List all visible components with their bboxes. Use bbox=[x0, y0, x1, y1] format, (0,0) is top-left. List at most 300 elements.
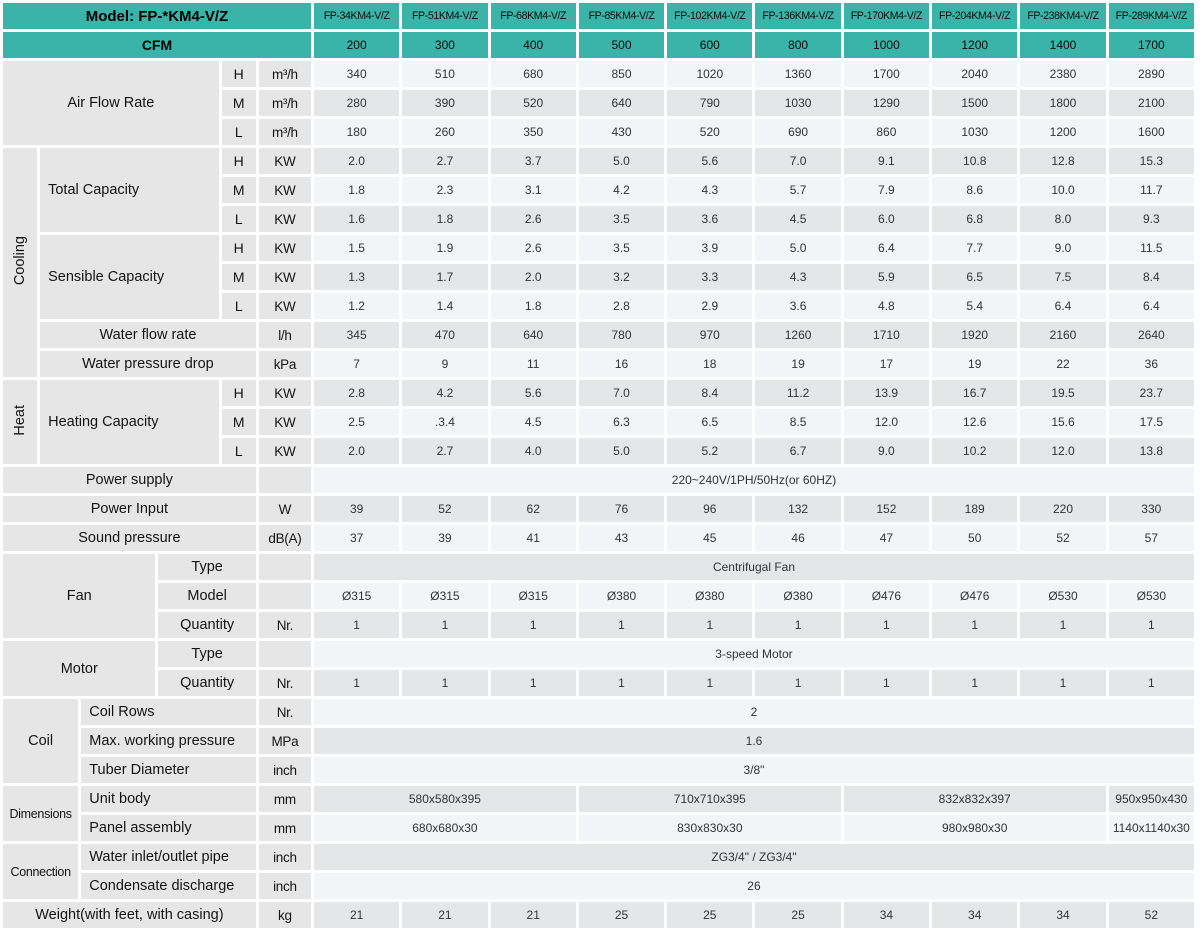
merged-value-fan-type: Centrifugal Fan bbox=[314, 554, 1194, 580]
value-cell: 10.8 bbox=[932, 148, 1017, 174]
column-header: FP-289KM4-V/Z bbox=[1109, 3, 1194, 29]
row-label-tuber-diameter: Tuber Diameter bbox=[81, 757, 256, 783]
value-cell: 2380 bbox=[1020, 61, 1105, 87]
value-cell: 1 bbox=[402, 612, 487, 638]
unit-cell: KW bbox=[259, 235, 311, 261]
value-cell: 9.0 bbox=[844, 438, 929, 464]
value-cell: 2.8 bbox=[579, 293, 664, 319]
cfm-value-cell: 500 bbox=[579, 32, 664, 58]
value-cell: 2.6 bbox=[491, 206, 576, 232]
row-tuber-diameter bbox=[3, 757, 1194, 783]
cfm-value-cell: 1000 bbox=[844, 32, 929, 58]
value-cell: 7.0 bbox=[755, 148, 840, 174]
row-condensate-discharge bbox=[3, 873, 1194, 899]
value-cell: 1600 bbox=[1109, 119, 1194, 145]
row-motor-quantity bbox=[3, 670, 1194, 696]
value-cell: 13.8 bbox=[1109, 438, 1194, 464]
value-cell: 76 bbox=[579, 496, 664, 522]
value-cell: 680 bbox=[491, 61, 576, 87]
value-cell: 1 bbox=[314, 670, 399, 696]
unit-cell: KW bbox=[259, 380, 311, 406]
value-cell: 860 bbox=[844, 119, 929, 145]
value-cell: 2.3 bbox=[402, 177, 487, 203]
cfm-value-cell: 300 bbox=[402, 32, 487, 58]
sub-label-type: Type bbox=[158, 554, 255, 580]
cfm-value-cell: 1700 bbox=[1109, 32, 1194, 58]
value-cell: 12.8 bbox=[1020, 148, 1105, 174]
value-cell: 1.7 bbox=[402, 264, 487, 290]
value-cell: 19 bbox=[932, 351, 1017, 377]
value-cell: 9.3 bbox=[1109, 206, 1194, 232]
merged-value-panel-4: 1140x1140x30 bbox=[1109, 815, 1194, 841]
cfm-value-cell: 1400 bbox=[1020, 32, 1105, 58]
value-cell: 9.1 bbox=[844, 148, 929, 174]
value-cell: 2.7 bbox=[402, 148, 487, 174]
value-cell: Ø380 bbox=[755, 583, 840, 609]
value-cell: 1030 bbox=[932, 119, 1017, 145]
row-heating-capacity-h bbox=[3, 380, 1194, 406]
value-cell: 4.2 bbox=[579, 177, 664, 203]
value-cell: 390 bbox=[402, 90, 487, 116]
value-cell: 1800 bbox=[1020, 90, 1105, 116]
row-label-coil-rows: Coil Rows bbox=[81, 699, 256, 725]
group-label-motor: Motor bbox=[3, 641, 155, 696]
cfm-value-cell: 800 bbox=[755, 32, 840, 58]
value-cell: 21 bbox=[314, 902, 399, 928]
row-sound-pressure bbox=[3, 525, 1194, 551]
value-cell: 36 bbox=[1109, 351, 1194, 377]
value-cell: 52 bbox=[1109, 902, 1194, 928]
value-cell: 1.3 bbox=[314, 264, 399, 290]
value-cell: 16.7 bbox=[932, 380, 1017, 406]
row-label-max-working-pressure: Max. working pressure bbox=[81, 728, 256, 754]
value-cell: 470 bbox=[402, 322, 487, 348]
column-header: FP-170KM4-V/Z bbox=[844, 3, 929, 29]
value-cell: 4.5 bbox=[755, 206, 840, 232]
value-cell: 4.3 bbox=[755, 264, 840, 290]
unit-cell: inch bbox=[259, 873, 311, 899]
value-cell: 3.7 bbox=[491, 148, 576, 174]
row-power-input bbox=[3, 496, 1194, 522]
unit-cell: W bbox=[259, 496, 311, 522]
value-cell: 640 bbox=[491, 322, 576, 348]
value-cell: 790 bbox=[667, 90, 752, 116]
column-header: FP-204KM4-V/Z bbox=[932, 3, 1017, 29]
value-cell: 1920 bbox=[932, 322, 1017, 348]
value-cell: 4.5 bbox=[491, 409, 576, 435]
value-cell: 5.6 bbox=[667, 148, 752, 174]
merged-value-condensate: 26 bbox=[314, 873, 1194, 899]
value-cell: 1 bbox=[402, 670, 487, 696]
value-cell: 1710 bbox=[844, 322, 929, 348]
speed-cell: M bbox=[222, 264, 256, 290]
value-cell: 4.8 bbox=[844, 293, 929, 319]
value-cell: 25 bbox=[667, 902, 752, 928]
value-cell: 2.0 bbox=[314, 148, 399, 174]
value-cell: 180 bbox=[314, 119, 399, 145]
row-panel-assembly bbox=[3, 815, 1194, 841]
row-label-sensible-capacity: Sensible Capacity bbox=[40, 235, 219, 319]
sub-label-type: Type bbox=[158, 641, 255, 667]
value-cell: 2040 bbox=[932, 61, 1017, 87]
row-sensible-capacity-h bbox=[3, 235, 1194, 261]
value-cell: 8.0 bbox=[1020, 206, 1105, 232]
value-cell: 970 bbox=[667, 322, 752, 348]
value-cell: 1 bbox=[667, 612, 752, 638]
value-cell: Ø315 bbox=[402, 583, 487, 609]
value-cell: 10.2 bbox=[932, 438, 1017, 464]
row-motor-type bbox=[3, 641, 1194, 667]
value-cell: 2160 bbox=[1020, 322, 1105, 348]
unit-cell: KW bbox=[259, 293, 311, 319]
value-cell: .3.4 bbox=[402, 409, 487, 435]
merged-value-unit-body-2: 710x710x395 bbox=[579, 786, 841, 812]
value-cell: 19.5 bbox=[1020, 380, 1105, 406]
value-cell: 46 bbox=[755, 525, 840, 551]
column-header: FP-136KM4-V/Z bbox=[755, 3, 840, 29]
value-cell: 21 bbox=[402, 902, 487, 928]
unit-cell: kPa bbox=[259, 351, 311, 377]
value-cell: 25 bbox=[755, 902, 840, 928]
value-cell: 430 bbox=[579, 119, 664, 145]
column-header: FP-51KM4-V/Z bbox=[402, 3, 487, 29]
value-cell: 8.5 bbox=[755, 409, 840, 435]
value-cell: 510 bbox=[402, 61, 487, 87]
value-cell: 5.0 bbox=[579, 148, 664, 174]
value-cell: 132 bbox=[755, 496, 840, 522]
row-fan-type bbox=[3, 554, 1194, 580]
value-cell: 47 bbox=[844, 525, 929, 551]
value-cell: 6.4 bbox=[1109, 293, 1194, 319]
group-label-dimensions: Dimensions bbox=[3, 786, 78, 841]
value-cell: 6.3 bbox=[579, 409, 664, 435]
value-cell: 345 bbox=[314, 322, 399, 348]
unit-cell: mm bbox=[259, 786, 311, 812]
value-cell: 13.9 bbox=[844, 380, 929, 406]
row-label-air-flow-rate: Air Flow Rate bbox=[3, 61, 219, 145]
row-label-power-input: Power Input bbox=[3, 496, 256, 522]
value-cell: 15.3 bbox=[1109, 148, 1194, 174]
speed-cell: L bbox=[222, 293, 256, 319]
value-cell: 2890 bbox=[1109, 61, 1194, 87]
value-cell: 52 bbox=[1020, 525, 1105, 551]
value-cell: 18 bbox=[667, 351, 752, 377]
value-cell: 7 bbox=[314, 351, 399, 377]
unit-cell: MPa bbox=[259, 728, 311, 754]
value-cell: 2.7 bbox=[402, 438, 487, 464]
row-label-sound-pressure: Sound pressure bbox=[3, 525, 256, 551]
row-weight bbox=[3, 902, 1194, 928]
value-cell: 52 bbox=[402, 496, 487, 522]
value-cell: Ø476 bbox=[844, 583, 929, 609]
value-cell: 6.4 bbox=[844, 235, 929, 261]
value-cell: Ø315 bbox=[314, 583, 399, 609]
value-cell: 5.0 bbox=[579, 438, 664, 464]
row-label-water-inlet-outlet: Water inlet/outlet pipe bbox=[81, 844, 256, 870]
row-power-supply bbox=[3, 467, 1194, 493]
unit-cell: inch bbox=[259, 757, 311, 783]
unit-cell: Nr. bbox=[259, 612, 311, 638]
value-cell: 57 bbox=[1109, 525, 1194, 551]
value-cell: 34 bbox=[932, 902, 1017, 928]
value-cell: 1 bbox=[491, 612, 576, 638]
merged-value-panel-2: 830x830x30 bbox=[579, 815, 841, 841]
value-cell: 2.6 bbox=[491, 235, 576, 261]
value-cell: 7.5 bbox=[1020, 264, 1105, 290]
value-cell: 1.8 bbox=[402, 206, 487, 232]
value-cell: 4.3 bbox=[667, 177, 752, 203]
row-water-flow-rate bbox=[3, 322, 1194, 348]
value-cell: 11.7 bbox=[1109, 177, 1194, 203]
speed-cell: M bbox=[222, 177, 256, 203]
value-cell: 1030 bbox=[755, 90, 840, 116]
row-label-panel-assembly: Panel assembly bbox=[81, 815, 256, 841]
merged-value-power-supply: 220~240V/1PH/50Hz(or 60HZ) bbox=[314, 467, 1194, 493]
unit-cell: mm bbox=[259, 815, 311, 841]
row-label-total-capacity: Total Capacity bbox=[40, 148, 219, 232]
value-cell: 3.9 bbox=[667, 235, 752, 261]
value-cell: 690 bbox=[755, 119, 840, 145]
group-label-heat: Heat bbox=[3, 380, 37, 464]
value-cell: 280 bbox=[314, 90, 399, 116]
value-cell: 2.0 bbox=[314, 438, 399, 464]
unit-cell: kg bbox=[259, 902, 311, 928]
speed-cell: H bbox=[222, 61, 256, 87]
value-cell: Ø530 bbox=[1109, 583, 1194, 609]
value-cell: 1.8 bbox=[314, 177, 399, 203]
value-cell: 1 bbox=[1020, 670, 1105, 696]
value-cell: 1200 bbox=[1020, 119, 1105, 145]
value-cell: 12.0 bbox=[1020, 438, 1105, 464]
value-cell: 16 bbox=[579, 351, 664, 377]
value-cell: 3.1 bbox=[491, 177, 576, 203]
value-cell: Ø476 bbox=[932, 583, 1017, 609]
value-cell: 8.6 bbox=[932, 177, 1017, 203]
value-cell: 1 bbox=[314, 612, 399, 638]
speed-cell: L bbox=[222, 438, 256, 464]
value-cell: 1 bbox=[1020, 612, 1105, 638]
value-cell: 6.4 bbox=[1020, 293, 1105, 319]
value-cell: 1 bbox=[1109, 670, 1194, 696]
unit-cell-empty bbox=[259, 583, 311, 609]
row-label-unit-body: Unit body bbox=[81, 786, 256, 812]
row-label-weight: Weight(with feet, with casing) bbox=[3, 902, 256, 928]
unit-cell: m³/h bbox=[259, 119, 311, 145]
row-total-capacity-h bbox=[3, 148, 1194, 174]
column-header: FP-85KM4-V/Z bbox=[579, 3, 664, 29]
cfm-value-cell: 400 bbox=[491, 32, 576, 58]
value-cell: 1 bbox=[579, 670, 664, 696]
value-cell: 2.0 bbox=[491, 264, 576, 290]
value-cell: 1 bbox=[932, 612, 1017, 638]
value-cell: 5.7 bbox=[755, 177, 840, 203]
unit-cell: KW bbox=[259, 177, 311, 203]
value-cell: 3.5 bbox=[579, 235, 664, 261]
merged-value-panel-3: 980x980x30 bbox=[844, 815, 1106, 841]
cfm-value-cell: 200 bbox=[314, 32, 399, 58]
unit-cell-empty bbox=[259, 554, 311, 580]
value-cell: 19 bbox=[755, 351, 840, 377]
group-label-connection: Connection bbox=[3, 844, 78, 899]
value-cell: 330 bbox=[1109, 496, 1194, 522]
value-cell: 11.2 bbox=[755, 380, 840, 406]
value-cell: 17 bbox=[844, 351, 929, 377]
value-cell: 39 bbox=[402, 525, 487, 551]
column-header: FP-238KM4-V/Z bbox=[1020, 3, 1105, 29]
sub-label-model: Model bbox=[158, 583, 255, 609]
value-cell: 4.2 bbox=[402, 380, 487, 406]
value-cell: 11.5 bbox=[1109, 235, 1194, 261]
value-cell: 12.0 bbox=[844, 409, 929, 435]
model-title: Model: FP-*KM4-V/Z bbox=[3, 3, 311, 29]
value-cell: 21 bbox=[491, 902, 576, 928]
value-cell: 23.7 bbox=[1109, 380, 1194, 406]
value-cell: 780 bbox=[579, 322, 664, 348]
value-cell: 3.6 bbox=[667, 206, 752, 232]
value-cell: 1 bbox=[932, 670, 1017, 696]
speed-cell: H bbox=[222, 380, 256, 406]
value-cell: 3.2 bbox=[579, 264, 664, 290]
value-cell: 1.8 bbox=[491, 293, 576, 319]
value-cell: 5.4 bbox=[932, 293, 1017, 319]
speed-cell: L bbox=[222, 119, 256, 145]
value-cell: 41 bbox=[491, 525, 576, 551]
value-cell: 4.0 bbox=[491, 438, 576, 464]
value-cell: 96 bbox=[667, 496, 752, 522]
value-cell: 1 bbox=[1109, 612, 1194, 638]
value-cell: 6.8 bbox=[932, 206, 1017, 232]
value-cell: 39 bbox=[314, 496, 399, 522]
value-cell: 12.6 bbox=[932, 409, 1017, 435]
value-cell: 350 bbox=[491, 119, 576, 145]
value-cell: Ø530 bbox=[1020, 583, 1105, 609]
header-row-cfm bbox=[3, 32, 1194, 58]
merged-value-coil-rows: 2 bbox=[314, 699, 1194, 725]
unit-cell: dB(A) bbox=[259, 525, 311, 551]
value-cell: 62 bbox=[491, 496, 576, 522]
unit-cell: KW bbox=[259, 148, 311, 174]
value-cell: 9.0 bbox=[1020, 235, 1105, 261]
merged-value-panel-1: 680x680x30 bbox=[314, 815, 576, 841]
column-header: FP-102KM4-V/Z bbox=[667, 3, 752, 29]
merged-value-unit-body-4: 950x950x430 bbox=[1109, 786, 1194, 812]
value-cell: 260 bbox=[402, 119, 487, 145]
value-cell: 22 bbox=[1020, 351, 1105, 377]
value-cell: 1.4 bbox=[402, 293, 487, 319]
value-cell: 3.6 bbox=[755, 293, 840, 319]
value-cell: 34 bbox=[1020, 902, 1105, 928]
row-coil-rows bbox=[3, 699, 1194, 725]
value-cell: 2.9 bbox=[667, 293, 752, 319]
speed-cell: H bbox=[222, 148, 256, 174]
value-cell: 7.7 bbox=[932, 235, 1017, 261]
row-label-water-pressure-drop: Water pressure drop bbox=[40, 351, 256, 377]
value-cell: 7.0 bbox=[579, 380, 664, 406]
value-cell: 3.3 bbox=[667, 264, 752, 290]
value-cell: 1.2 bbox=[314, 293, 399, 319]
speed-cell: H bbox=[222, 235, 256, 261]
value-cell: 8.4 bbox=[667, 380, 752, 406]
value-cell: 340 bbox=[314, 61, 399, 87]
value-cell: 1360 bbox=[755, 61, 840, 87]
unit-cell: l/h bbox=[259, 322, 311, 348]
row-label-water-flow-rate: Water flow rate bbox=[40, 322, 256, 348]
cfm-title: CFM bbox=[3, 32, 311, 58]
unit-cell: Nr. bbox=[259, 670, 311, 696]
value-cell: 6.7 bbox=[755, 438, 840, 464]
group-label-coil: Coil bbox=[3, 699, 78, 783]
value-cell: 11 bbox=[491, 351, 576, 377]
value-cell: 10.0 bbox=[1020, 177, 1105, 203]
value-cell: 5.9 bbox=[844, 264, 929, 290]
value-cell: 1290 bbox=[844, 90, 929, 116]
value-cell: 2100 bbox=[1109, 90, 1194, 116]
value-cell: 520 bbox=[667, 119, 752, 145]
unit-cell: KW bbox=[259, 409, 311, 435]
value-cell: 5.0 bbox=[755, 235, 840, 261]
value-cell: 189 bbox=[932, 496, 1017, 522]
value-cell: 1.9 bbox=[402, 235, 487, 261]
value-cell: 43 bbox=[579, 525, 664, 551]
merged-value-unit-body-1: 580x580x395 bbox=[314, 786, 576, 812]
value-cell: 5.6 bbox=[491, 380, 576, 406]
value-cell: 220 bbox=[1020, 496, 1105, 522]
merged-value-max-working-pressure: 1.6 bbox=[314, 728, 1194, 754]
cfm-value-cell: 1200 bbox=[932, 32, 1017, 58]
value-cell: 17.5 bbox=[1109, 409, 1194, 435]
value-cell: Ø380 bbox=[579, 583, 664, 609]
value-cell: 7.9 bbox=[844, 177, 929, 203]
unit-cell: inch bbox=[259, 844, 311, 870]
sub-label-quantity: Quantity bbox=[158, 612, 255, 638]
row-fan-model bbox=[3, 583, 1194, 609]
speed-cell: M bbox=[222, 409, 256, 435]
row-unit-body bbox=[3, 786, 1194, 812]
merged-value-tuber-diameter: 3/8" bbox=[314, 757, 1194, 783]
value-cell: 3.5 bbox=[579, 206, 664, 232]
value-cell: 1.5 bbox=[314, 235, 399, 261]
value-cell: 2640 bbox=[1109, 322, 1194, 348]
row-max-working-pressure bbox=[3, 728, 1194, 754]
column-header: FP-68KM4-V/Z bbox=[491, 3, 576, 29]
value-cell: 2.8 bbox=[314, 380, 399, 406]
value-cell: 1 bbox=[579, 612, 664, 638]
value-cell: 640 bbox=[579, 90, 664, 116]
unit-cell-empty bbox=[259, 467, 311, 493]
value-cell: 1 bbox=[755, 670, 840, 696]
value-cell: 1.6 bbox=[314, 206, 399, 232]
value-cell: 152 bbox=[844, 496, 929, 522]
speed-cell: M bbox=[222, 90, 256, 116]
unit-cell-empty bbox=[259, 641, 311, 667]
value-cell: 520 bbox=[491, 90, 576, 116]
value-cell: 2.5 bbox=[314, 409, 399, 435]
value-cell: 1500 bbox=[932, 90, 1017, 116]
cfm-value-cell: 600 bbox=[667, 32, 752, 58]
value-cell: 8.4 bbox=[1109, 264, 1194, 290]
value-cell: 9 bbox=[402, 351, 487, 377]
unit-cell: Nr. bbox=[259, 699, 311, 725]
unit-cell: KW bbox=[259, 438, 311, 464]
value-cell: 850 bbox=[579, 61, 664, 87]
unit-cell: m³/h bbox=[259, 90, 311, 116]
row-water-pressure-drop bbox=[3, 351, 1194, 377]
group-label-cooling: Cooling bbox=[3, 148, 37, 377]
header-row-model bbox=[3, 3, 1194, 29]
unit-cell: m³/h bbox=[259, 61, 311, 87]
value-cell: 1 bbox=[844, 670, 929, 696]
value-cell: 34 bbox=[844, 902, 929, 928]
